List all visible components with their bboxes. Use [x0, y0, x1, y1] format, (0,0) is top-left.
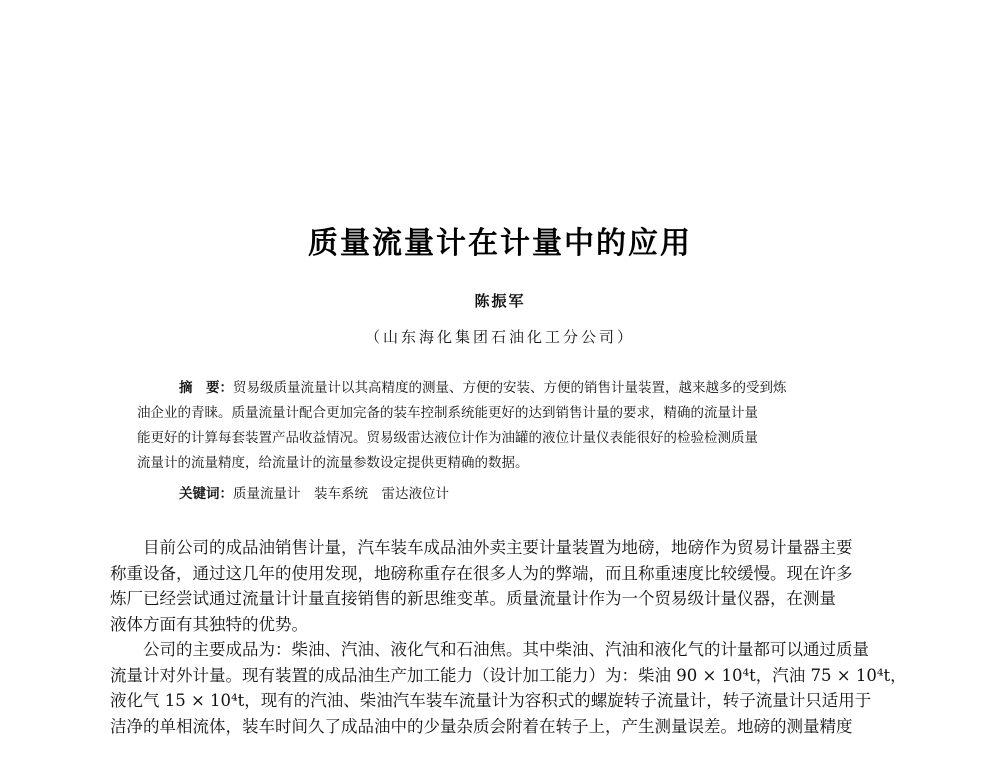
abstract-line: 流量计的流量精度，给流量计的流量参数设定提供更精确的数据。	[137, 455, 529, 471]
body-line: 液体方面有其独特的优势。	[110, 614, 308, 634]
abstract-block	[137, 376, 867, 476]
body-line: 公司的主要成品为：柴油、汽油、液化气和石油焦。其中柴油、汽油和液化气的计量都可以通过质量	[143, 640, 869, 659]
abstract-line: 能更好的计算每套装置产品收益情况。贸易级雷达液位计作为油罐的液位计量仪表能很好的检验检测质量	[137, 430, 758, 446]
body-line: 炼厂已经尝试通过流量计计量直接销售的新思维变革。质量流量计作为一个贸易级计量仪器，在测量	[110, 589, 836, 608]
paper-affiliation: （山东海化集团石油化工分公司）	[364, 328, 635, 346]
body-line: 液化气 15 × 10⁴t，现有的汽油、柴油汽车装车流量计为容积式的螺旋转子流量计，转子流量计只适用于	[110, 691, 872, 710]
abstract-label: 摘 要：	[179, 380, 233, 396]
keywords-text: 质量流量计 装车系统 雷达液位计	[233, 486, 449, 502]
keywords-line	[179, 482, 449, 507]
abstract-text: 贸易级质量流量计以其高精度的测量、方便的安装、方便的销售计量装置，越来越多的受到炼	[233, 380, 787, 396]
paper-title: 质量流量计在计量中的应用	[308, 226, 692, 261]
body-text	[110, 535, 907, 739]
body-line: 称重设备，通过这几年的使用发现，地磅称重存在很多人为的弊端，而且称重速度比较缓慢。现在许多	[110, 563, 853, 583]
body-line: 洁净的单相流体，装车时间久了成品油中的少量杂质会附着在转子上，产生测量误差。地磅的测量精度	[110, 716, 853, 736]
body-line: 流量计对外计量。现有装置的成品油生产加工能力（设计加工能力）为：柴油 90 × 10⁴t，汽油 75 × 10⁴t，	[110, 665, 907, 685]
abstract-line	[137, 376, 867, 401]
abstract-line: 油企业的青睐。质量流量计配合更加完备的装车控制系统能更好的达到销售计量的要求，精确的流量计量	[137, 405, 758, 421]
paper-author: 陈振军	[474, 292, 526, 310]
keywords-label: 关键词：	[179, 486, 233, 502]
body-line: 目前公司的成品油销售计量，汽车装车成品油外卖主要计量装置为地磅，地磅作为贸易计量器主要	[143, 538, 853, 557]
